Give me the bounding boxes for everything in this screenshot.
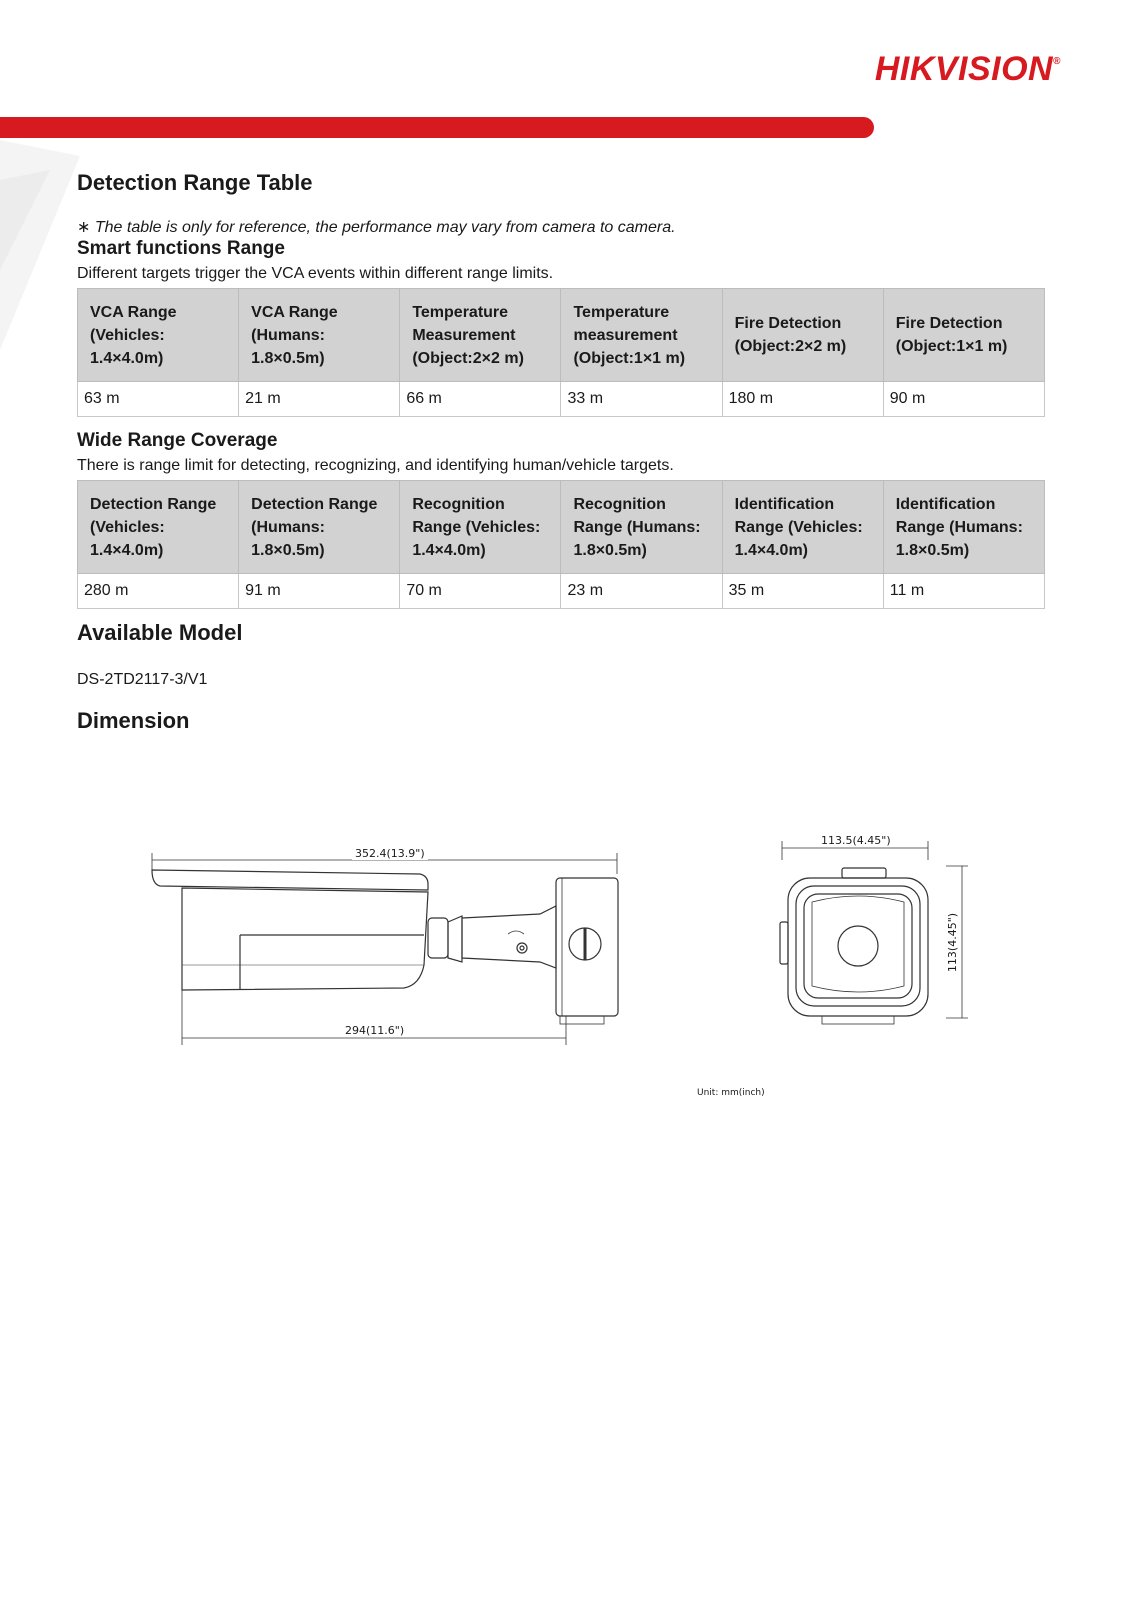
wide-header-line: 1.8×0.5m) xyxy=(573,541,647,559)
dimension-heading: Dimension xyxy=(77,708,190,733)
wide-value-cell: 70 m xyxy=(400,574,561,609)
smart-value-cell: 66 m xyxy=(400,382,561,417)
smart-value-cell: 21 m xyxy=(239,382,400,417)
smart-header-line: Measurement xyxy=(412,326,516,344)
reference-note: ∗ The table is only for reference, the performance may vary from camera to camera. xyxy=(77,219,676,236)
wide-value-cell: 280 m xyxy=(78,574,239,609)
smart-value-cell: 33 m xyxy=(561,382,722,417)
side-length-label: 352.4(13.9") xyxy=(352,847,428,860)
smart-header-line: (Object:1×1 m) xyxy=(573,349,686,367)
wide-value-cell: 91 m xyxy=(239,574,400,609)
wide-header-line: 1.4×4.0m) xyxy=(412,541,486,559)
side-body-label: 294(11.6") xyxy=(345,1024,405,1037)
smart-header-line: (Object:2×2 m) xyxy=(412,349,524,367)
wide-value-cell: 23 m xyxy=(561,574,722,609)
smart-header-line: Temperature xyxy=(573,303,670,321)
smart-header-line: (Object:2×2 m) xyxy=(734,338,847,355)
wide-range-heading: Wide Range Coverage xyxy=(77,430,278,451)
wide-header-line: Recognition xyxy=(573,495,666,513)
smart-header-line: 1.4×4.0m) xyxy=(90,349,164,367)
wide-header-line: Range (Humans: xyxy=(573,518,701,536)
smart-value-cell: 90 m xyxy=(883,382,1044,417)
wide-header-line: Recognition xyxy=(412,495,505,513)
wide-header-line: Range (Humans: xyxy=(895,518,1023,536)
front-height-label: 113(4.45") xyxy=(946,910,959,975)
model-name: DS-2TD2117-3/V1 xyxy=(77,671,208,688)
smart-header-line: measurement xyxy=(573,326,678,344)
wide-header-line: (Vehicles: xyxy=(90,518,165,536)
unit-label: Unit: mm(inch) xyxy=(697,1088,765,1098)
smart-header-line: (Object:1×1 m) xyxy=(895,338,1008,355)
wide-header-line: Range (Vehicles: xyxy=(412,518,541,536)
wide-header-line: 1.8×0.5m) xyxy=(895,541,970,559)
smart-header-line: 1.8×0.5m) xyxy=(251,349,325,367)
hikvision-logo: HIKVISION® xyxy=(874,50,1061,88)
front-width-label: 113.5(4.45") xyxy=(818,834,894,847)
smart-functions-heading: Smart functions Range xyxy=(77,238,285,259)
wide-header-line: Identification xyxy=(734,495,835,513)
smart-header-line: Fire Detection xyxy=(734,315,842,332)
smart-header-line: Fire Detection xyxy=(895,315,1003,332)
smart-header-line: VCA Range xyxy=(251,303,338,321)
smart-header-line: (Humans: xyxy=(251,326,325,344)
wide-header-line: 1.8×0.5m) xyxy=(251,541,325,559)
smart-header-line: VCA Range xyxy=(90,303,177,321)
smart-value-cell: 63 m xyxy=(78,382,239,417)
front-view-camera xyxy=(780,841,968,1024)
available-model-heading: Available Model xyxy=(77,620,243,645)
wide-header-line: 1.4×4.0m) xyxy=(734,541,809,559)
smart-functions-description: Different targets trigger the VCA events within different range limits. xyxy=(77,265,554,282)
smart-value-cell: 180 m xyxy=(722,382,883,417)
wide-header-line: (Humans: xyxy=(251,518,325,536)
page-title: Detection Range Table xyxy=(77,170,313,195)
wide-header-line: Detection Range xyxy=(90,495,217,513)
smart-header-line: (Vehicles: xyxy=(90,326,165,344)
smart-header-line: Temperature xyxy=(412,303,509,321)
wide-header-line: Range (Vehicles: xyxy=(734,518,863,536)
wide-header-line: 1.4×4.0m) xyxy=(90,541,164,559)
wide-value-cell: 35 m xyxy=(722,574,883,609)
wide-range-description: There is range limit for detecting, recognizing, and identifying human/vehicle targets. xyxy=(77,457,674,474)
wide-value-cell: 11 m xyxy=(883,574,1044,609)
wide-header-line: Detection Range xyxy=(251,495,378,513)
wide-header-line: Identification xyxy=(895,495,996,513)
side-view-camera xyxy=(152,853,618,1045)
